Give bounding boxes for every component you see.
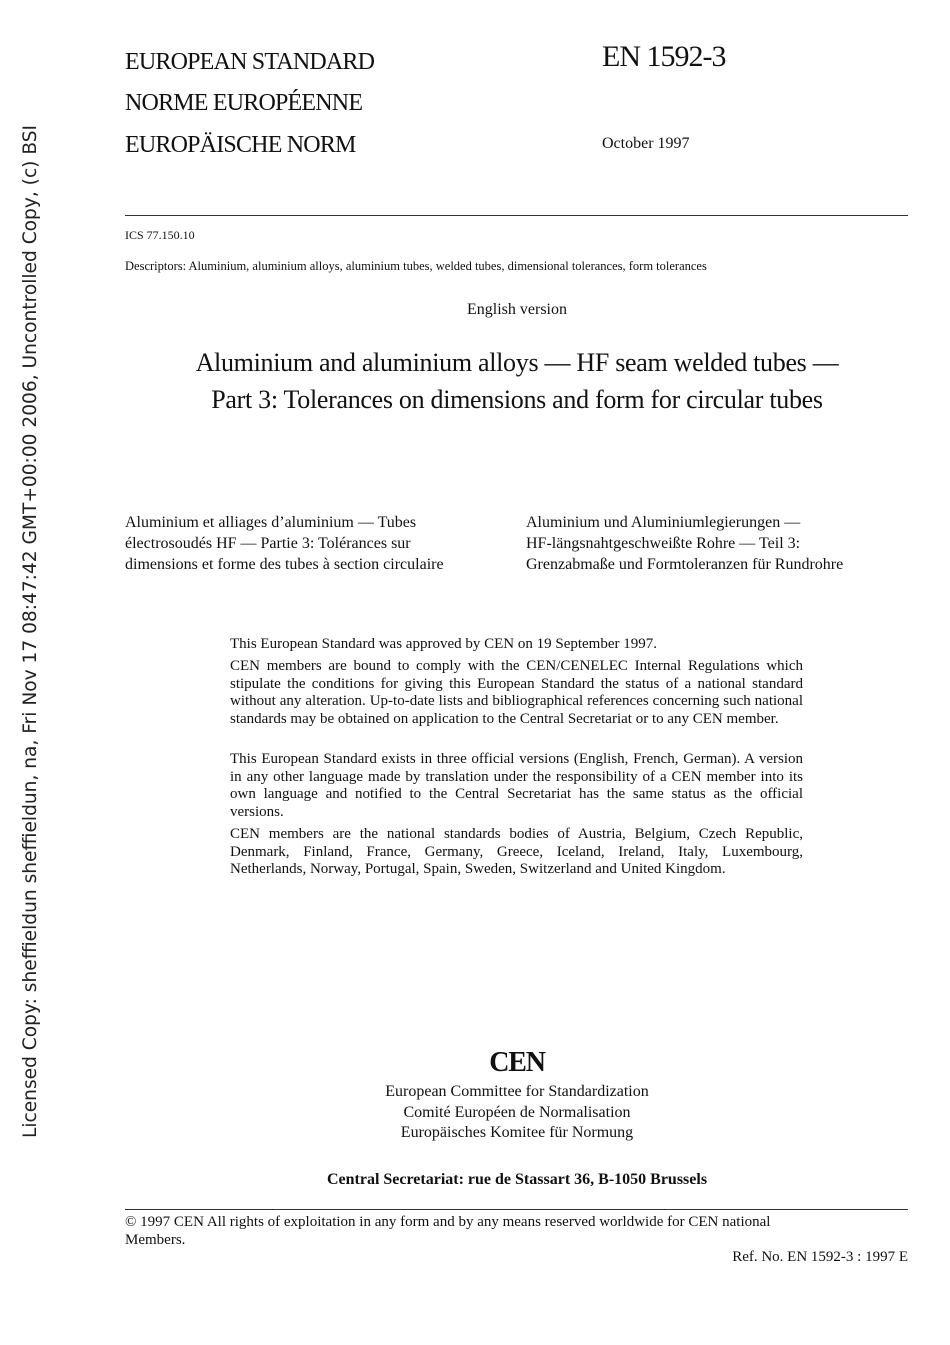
cen-logo: CEN [489, 1047, 545, 1078]
members-paragraph: CEN members are the national standards bodies of Austria, Belgium, Czech Republic, Denmark, Finland, France, Germany, Greece, Iceland, Ireland, Italy, Luxembourg, Netherlands, Norway, Portugal, Spain, Sweden, Switzerland and United Kingdom. [230, 826, 803, 877]
cen-name-de: Europäisches Komitee für Normung [400, 1124, 634, 1141]
german-title [526, 512, 916, 575]
document-title-line-2: Part 3: Tolerances on dimensions and form for circular tubes [211, 385, 823, 414]
versions-paragraph: This European Standard exists in three official versions (English, French, German). A version in any other language made by translation under the responsibility of a CEN member into its own language and notified to the Central Secretariat has the same status as the official versions. [230, 751, 803, 820]
copyright-line-2: Members. [125, 1232, 186, 1248]
french-title-line: dimensions et forme des tubes à section circulaire [125, 556, 444, 573]
french-title-line: Aluminium et alliages d’aluminium — Tubes [125, 514, 417, 531]
approval-paragraph: This European Standard was approved by CEN on 19 September 1997. [230, 636, 657, 652]
footer-divider [125, 1209, 908, 1210]
header-europaische-norm: EUROPÄISCHE NORM [125, 132, 356, 158]
language-version: English version [467, 301, 567, 318]
reference-number: Ref. No. EN 1592-3 : 1997 E [732, 1249, 908, 1265]
german-title-line: Grenzabmaße und Formtoleranzen für Rundrohre [526, 556, 844, 573]
descriptors: Descriptors: Aluminium, aluminium alloys, aluminium tubes, welded tubes, dimensional tolerances, form tolerances [125, 259, 707, 273]
cen-name-fr: Comité Européen de Normalisation [403, 1104, 631, 1121]
central-secretariat: Central Secretariat: rue de Stassart 36, B-1050 Brussels [326, 1171, 708, 1188]
publication-date: October 1997 [602, 135, 690, 152]
french-title [125, 512, 515, 575]
standard-number: EN 1592-3 [602, 40, 726, 73]
cen-name-en: European Committee for Standardization [385, 1083, 649, 1100]
header-european-standard: EUROPEAN STANDARD [125, 49, 375, 75]
license-watermark: Licensed Copy: sheffieldun sheffieldun, na, Fri Nov 17 08:47:42 GMT+00:00 2006, Uncontrolled Copy, (c) BSI [20, 124, 41, 1138]
french-title-line: électrosoudés HF — Partie 3: Tolérances sur [125, 535, 411, 552]
header-norme-europeenne: NORME EUROPÉENNE [125, 90, 363, 116]
header-divider [125, 215, 908, 216]
compliance-paragraph: CEN members are bound to comply with the CEN/CENELEC Internal Regulations which stipulate the conditions for giving this European Standard the status of a national standard without any alteration. Up-to-date lists and bibliographical references concerning such national standards may be obtained on application to the Central Secretariat or to any CEN member. [230, 658, 803, 727]
document-title-line-1: Aluminium and aluminium alloys — HF seam welded tubes — [195, 348, 839, 377]
german-title-line: Aluminium und Aluminiumlegierungen — [526, 514, 801, 531]
ics-code: ICS 77.150.10 [125, 228, 195, 242]
german-title-line: HF-längsnahtgeschweißte Rohre — Teil 3: [526, 535, 801, 552]
copyright-line-1: © 1997 CEN All rights of exploitation in any form and by any means reserved worldwide for CEN national [125, 1214, 771, 1230]
